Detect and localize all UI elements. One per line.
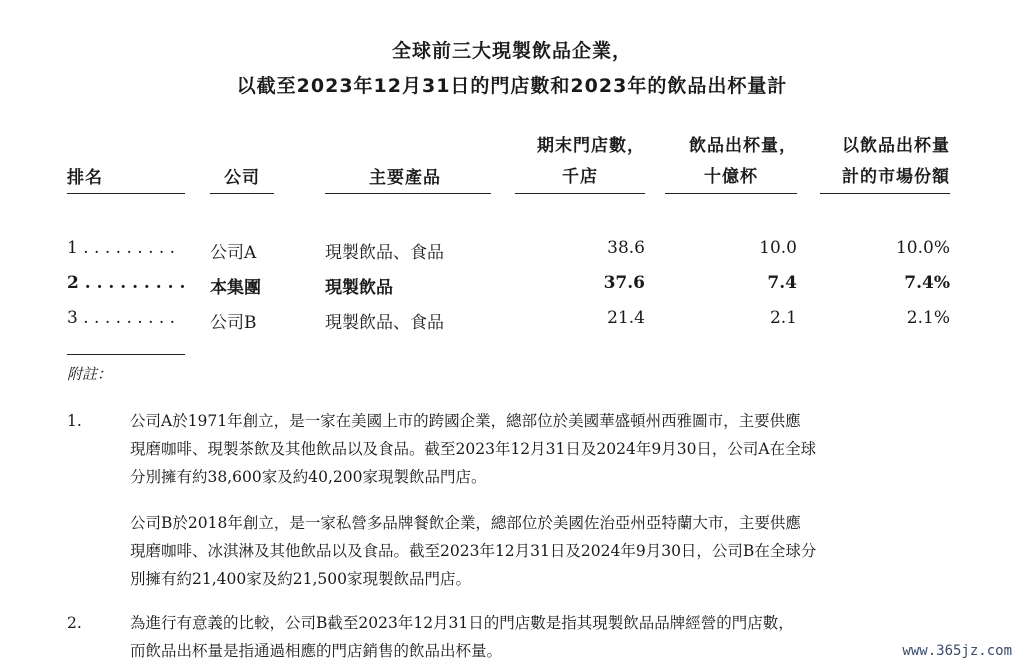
header-cups xyxy=(665,131,797,193)
rule-rank xyxy=(67,193,185,194)
header-stores xyxy=(515,131,645,193)
row3-product: 現製飲品、食品 xyxy=(325,313,444,333)
header-share xyxy=(820,131,950,193)
note1b-line2: 現磨咖啡、冰淇淋及其他飲品以及食品。截至2023年12月31日及2024年9月30日，公司B在全球分 xyxy=(130,542,817,560)
title-line-1: 全球前三大現製飲品企業， xyxy=(391,40,632,62)
note2-line2: 而飲品出杯量是指通過相應的門店銷售的飲品出杯量。 xyxy=(130,642,503,660)
title-line-2: 以截至2023年12月31日的門店數和2023年的飲品出杯量計 xyxy=(236,75,788,97)
header-company: 公司 xyxy=(224,168,260,188)
note2-line1: 為進行有意義的比較，公司B截至2023年12月31日的門店數是指其現製飲品品牌經營的門店數， xyxy=(130,614,794,632)
note1-number: 1. xyxy=(67,412,82,430)
row2-company: 本集團 xyxy=(210,278,261,298)
row3-rank: 3 . . . . . . . . . xyxy=(67,308,176,328)
header-cups-line1: 飲品出杯量， xyxy=(689,136,797,156)
row1-company: 公司A xyxy=(210,243,257,263)
header-cups-line2: 十億杯 xyxy=(704,167,758,187)
note2-number: 2. xyxy=(67,614,82,632)
rule-company xyxy=(210,193,274,194)
row1-share: 10.0% xyxy=(895,238,950,258)
note1b-paragraph xyxy=(130,509,960,593)
note1-line2: 現磨咖啡、現製茶飲及其他飲品以及食品。截至2023年12月31日及2024年9月30日，公司A在全球 xyxy=(130,440,817,458)
row1-cups: 10.0 xyxy=(759,238,797,258)
row3-cups: 2.1 xyxy=(769,308,797,328)
note1b-line3: 別擁有約21,400家及約21,500家現製飲品門店。 xyxy=(130,570,471,588)
header-product: 主要產品 xyxy=(369,168,441,188)
row3-share: 2.1% xyxy=(906,308,950,328)
header-stores-line2: 千店 xyxy=(562,167,598,187)
row1-product: 現製飲品、食品 xyxy=(325,243,444,263)
rule-cups xyxy=(665,193,797,194)
row2-rank: 2 . . . . . . . . . xyxy=(67,273,186,293)
header-share-line1: 以飲品出杯量 xyxy=(842,136,950,156)
rule-share xyxy=(820,193,950,194)
header-rank: 排名 xyxy=(67,168,103,188)
note1-line1: 公司A於1971年創立，是一家在美國上市的跨國企業，總部位於美國華盛頓州西雅圖市，主要供應 xyxy=(130,412,801,430)
header-share-line2: 計的市場份額 xyxy=(842,167,950,187)
rule-product xyxy=(325,193,491,194)
row2-stores: 37.6 xyxy=(603,273,645,293)
row2-cups: 7.4 xyxy=(767,273,797,293)
row3-company: 公司B xyxy=(210,313,257,333)
note1-paragraph xyxy=(130,407,960,491)
header-stores-line1: 期末門店數， xyxy=(537,136,645,156)
watermark: www.365jz.com xyxy=(902,643,1012,659)
note1b-line1: 公司B於2018年創立，是一家私營多品牌餐飲企業，總部位於美國佐治亞州亞特蘭大市，主要供應 xyxy=(130,514,801,532)
row2-share: 7.4% xyxy=(904,273,950,293)
row3-stores: 21.4 xyxy=(607,308,645,328)
row1-rank: 1 . . . . . . . . . xyxy=(67,238,176,258)
note1-line3: 分別擁有約38,600家及約40,200家現製飲品門店。 xyxy=(130,468,487,486)
notes-separator xyxy=(67,354,185,355)
row1-stores: 38.6 xyxy=(607,238,645,258)
row2-product: 現製飲品 xyxy=(325,278,393,298)
note2-paragraph xyxy=(130,609,960,665)
notes-label: 附註： xyxy=(67,365,113,383)
rule-stores xyxy=(515,193,645,194)
